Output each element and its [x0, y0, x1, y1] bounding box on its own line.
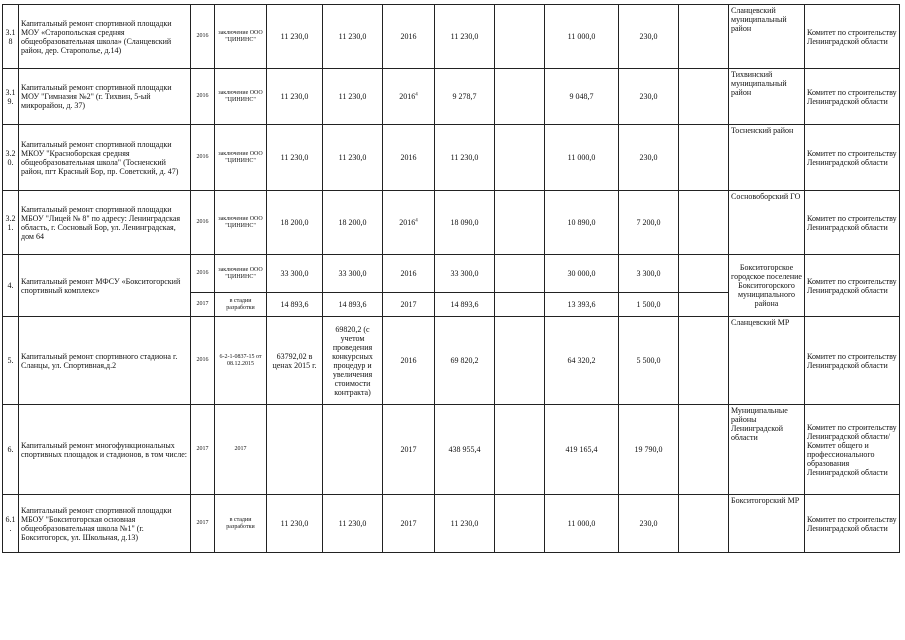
limit-cost [323, 405, 383, 495]
row-number: 3.19. [3, 69, 19, 125]
project-name: Капитальный ремонт спортивной площадки МОУ «Старопольская средняя общеобразовательная школа» (Сланцевский район, дер. Старополье, д.14) [19, 5, 191, 69]
local-budget: 1 500,0 [619, 293, 679, 317]
project-name: Капитальный ремонт спортивной площадки МБОУ "Лицей № 8" по адресу: Ленинградская область, г. Сосновый Бор, ул. Ленинградская, дом 64 [19, 191, 191, 255]
table-row [3, 255, 900, 293]
estimated-cost [267, 405, 323, 495]
amount-empty [495, 125, 545, 191]
total-amount: 33 300,0 [435, 255, 495, 293]
finance-year: 2017 [383, 293, 435, 317]
row-number: 5. [3, 317, 19, 405]
finance-year: 2017 [383, 405, 435, 495]
document: заключение ООО "ЦИНИНС" [215, 191, 267, 255]
recipient: Сосновоборский ГО [729, 191, 805, 255]
estimated-cost: 11 230,0 [267, 495, 323, 553]
document: заключение ООО "ЦИНИНС" [215, 5, 267, 69]
project-name: Капитальный ремонт МФСУ «Бокситогорский спортивный комплекс» [19, 255, 191, 317]
responsible-org: Комитет по строительству Ленинградской области [805, 191, 900, 255]
estimated-cost: 11 230,0 [267, 125, 323, 191]
row-number: 6. [3, 405, 19, 495]
local-budget: 230,0 [619, 69, 679, 125]
recipient: Бокситогорское городское поселение Бокситогорского муниципального района [729, 255, 805, 317]
limit-cost: 11 230,0 [323, 69, 383, 125]
local-budget: 5 500,0 [619, 317, 679, 405]
table-row [3, 69, 900, 125]
limit-cost: 11 230,0 [323, 5, 383, 69]
amount-empty [679, 69, 729, 125]
year: 2016 [191, 125, 215, 191]
regional-budget: 11 000,0 [545, 125, 619, 191]
responsible-org: Комитет по строительству Ленинградской области/Комитет общего и профессионального образования Ленинградской области [805, 405, 900, 495]
recipient: Сланцевский МР [729, 317, 805, 405]
table-row [3, 125, 900, 191]
local-budget: 230,0 [619, 5, 679, 69]
document: заключение ООО "ЦИНИНС" [215, 69, 267, 125]
finance-year: 2016 [383, 317, 435, 405]
total-amount: 11 230,0 [435, 495, 495, 553]
document: в стадии разработки [215, 293, 267, 317]
row-number: 3.20. [3, 125, 19, 191]
local-budget: 19 790,0 [619, 405, 679, 495]
regional-budget: 9 048,7 [545, 69, 619, 125]
total-amount: 11 230,0 [435, 125, 495, 191]
responsible-org: Комитет по строительству Ленинградской области [805, 69, 900, 125]
total-amount: 18 090,0 [435, 191, 495, 255]
project-name: Капитальный ремонт многофункциональных спортивных площадок и стадионов, в том числе: [19, 405, 191, 495]
finance-year: 2017 [383, 495, 435, 553]
year: 2017 [191, 495, 215, 553]
estimated-cost: 11 230,0 [267, 69, 323, 125]
project-name: Капитальный ремонт спортивной площадки МОУ "Гимназия №2" (г. Тихвин, 5-ый микрорайон, д. 37) [19, 69, 191, 125]
estimated-cost: 18 200,0 [267, 191, 323, 255]
regional-budget: 10 890,0 [545, 191, 619, 255]
responsible-org: Комитет по строительству Ленинградской области [805, 5, 900, 69]
amount-empty [495, 191, 545, 255]
responsible-org: Комитет по строительству Ленинградской области [805, 317, 900, 405]
regional-budget: 13 393,6 [545, 293, 619, 317]
estimated-cost: 33 300,0 [267, 255, 323, 293]
year: 2017 [191, 405, 215, 495]
total-amount: 69 820,2 [435, 317, 495, 405]
finance-year: 2016 [383, 5, 435, 69]
document: заключение ООО "ЦИНИНС" [215, 255, 267, 293]
recipient: Бокситогорский МР [729, 495, 805, 553]
limit-cost: 18 200,0 [323, 191, 383, 255]
estimated-cost: 11 230,0 [267, 5, 323, 69]
year: 2016 [191, 317, 215, 405]
amount-empty [679, 5, 729, 69]
local-budget: 230,0 [619, 125, 679, 191]
limit-cost: 33 300,0 [323, 255, 383, 293]
amount-empty [495, 317, 545, 405]
project-name: Капитальный ремонт спортивной площадки МКОУ "Красноборская средняя общеобразовательная школа" (Тосненский район, пгт Красный Бор, пр. Советский, д. 47) [19, 125, 191, 191]
recipient: Тосненский район [729, 125, 805, 191]
table-row [3, 405, 900, 495]
amount-empty [495, 495, 545, 553]
amount-empty [679, 317, 729, 405]
year: 2016 [191, 5, 215, 69]
amount-empty [495, 405, 545, 495]
amount-empty [679, 405, 729, 495]
document: 2017 [215, 405, 267, 495]
regional-budget: 11 000,0 [545, 5, 619, 69]
year: 2016 [191, 191, 215, 255]
limit-cost: 69820,2 (с учетом проведения конкурсных процедур и увеличения стоимости контракта) [323, 317, 383, 405]
limit-cost: 11 230,0 [323, 125, 383, 191]
amount-empty [495, 69, 545, 125]
amount-empty [495, 5, 545, 69]
projects-table [2, 4, 900, 553]
regional-budget: 30 000,0 [545, 255, 619, 293]
regional-budget: 64 320,2 [545, 317, 619, 405]
regional-budget: 419 165,4 [545, 405, 619, 495]
document: заключение ООО "ЦИНИНС" [215, 125, 267, 191]
finance-year: 2016$^4$ [383, 191, 435, 255]
limit-cost: 14 893,6 [323, 293, 383, 317]
limit-cost: 11 230,0 [323, 495, 383, 553]
row-number: 6.1. [3, 495, 19, 553]
total-amount: 438 955,4 [435, 405, 495, 495]
table-row [3, 317, 900, 405]
amount-empty [679, 495, 729, 553]
table-row [3, 495, 900, 553]
table-row [3, 5, 900, 69]
amount-empty [679, 125, 729, 191]
year: 2016 [191, 69, 215, 125]
total-amount: 11 230,0 [435, 5, 495, 69]
total-amount: 9 278,7 [435, 69, 495, 125]
finance-year: 2016 [383, 255, 435, 293]
local-budget: 3 300,0 [619, 255, 679, 293]
local-budget: 7 200,0 [619, 191, 679, 255]
row-number: 3.21. [3, 191, 19, 255]
amount-empty [495, 255, 545, 293]
amount-empty [679, 293, 729, 317]
amount-empty [495, 293, 545, 317]
responsible-org: Комитет по строительству Ленинградской области [805, 495, 900, 553]
row-number: 4. [3, 255, 19, 317]
document: 6-2-1-0837-15 от 08.12.2015 [215, 317, 267, 405]
year: 2016 [191, 255, 215, 293]
finance-year: 2016$^4$ [383, 69, 435, 125]
recipient: Муниципальные районы Ленинградской области [729, 405, 805, 495]
table-row [3, 191, 900, 255]
year: 2017 [191, 293, 215, 317]
finance-year: 2016 [383, 125, 435, 191]
amount-empty [679, 191, 729, 255]
project-name: Капитальный ремонт спортивного стадиона г. Сланцы, ул. Спортивная,д.2 [19, 317, 191, 405]
estimated-cost: 63792,02 в ценах 2015 г. [267, 317, 323, 405]
responsible-org: Комитет по строительству Ленинградской области [805, 255, 900, 317]
row-number: 3.18 [3, 5, 19, 69]
responsible-org: Комитет по строительству Ленинградской области [805, 125, 900, 191]
document: в стадии разработки [215, 495, 267, 553]
local-budget: 230,0 [619, 495, 679, 553]
recipient: Тихвинский муниципальный район [729, 69, 805, 125]
estimated-cost: 14 893,6 [267, 293, 323, 317]
total-amount: 14 893,6 [435, 293, 495, 317]
regional-budget: 11 000,0 [545, 495, 619, 553]
project-name: Капитальный ремонт спортивной площадки МБОУ "Бокситогорская основная общеобразовательная школа №1" (г. Бокситогорск, ул. Школьная, д.13) [19, 495, 191, 553]
amount-empty [679, 255, 729, 293]
recipient: Сланцевский муниципальный район [729, 5, 805, 69]
